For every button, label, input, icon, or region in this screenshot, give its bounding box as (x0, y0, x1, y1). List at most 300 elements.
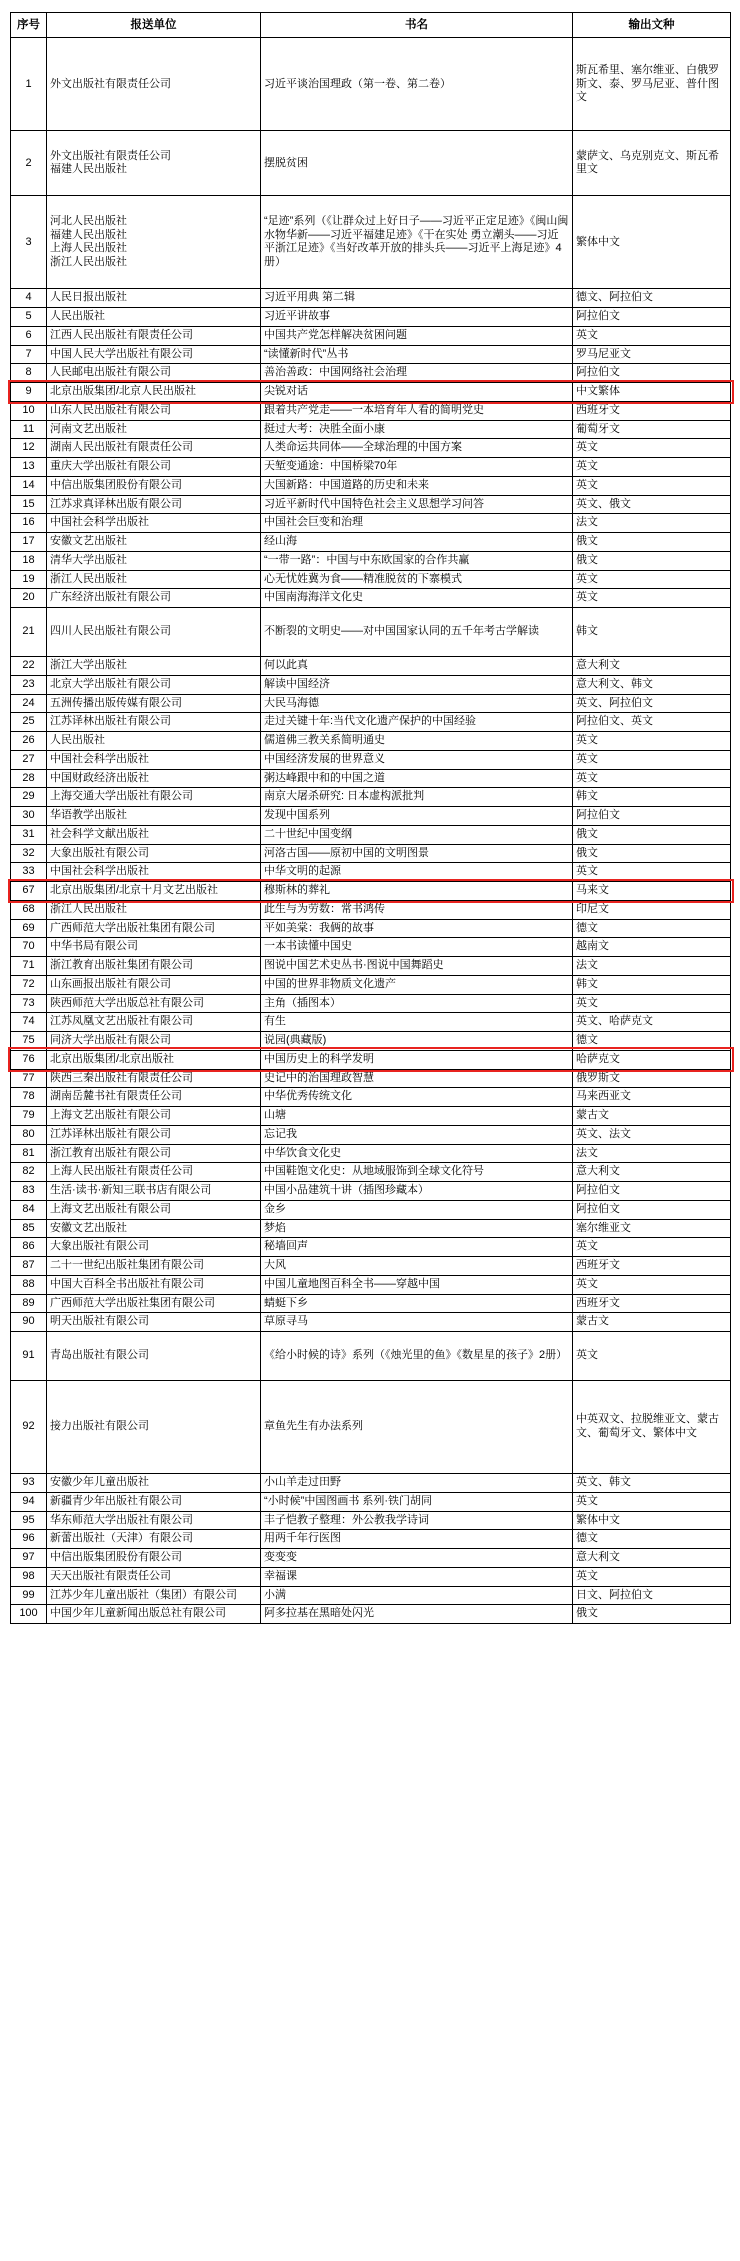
cell-title: 习近平新时代中国特色社会主义思想学习问答 (261, 495, 573, 514)
cell-title: 南京大屠杀研究: 日本虚构派批判 (261, 788, 573, 807)
cell-title: 经山海 (261, 533, 573, 552)
cell-index: 9 (11, 383, 47, 402)
cell-publisher: 中信出版集团股份有限公司 (47, 1549, 261, 1568)
cell-language: 韩文 (573, 788, 731, 807)
cell-index: 93 (11, 1474, 47, 1493)
cell-title: 中华文明的起源 (261, 863, 573, 882)
cell-publisher: 山东人民出版社有限公司 (47, 401, 261, 420)
cell-publisher: 浙江大学出版社 (47, 657, 261, 676)
cell-language: 葡萄牙文 (573, 420, 731, 439)
cell-title: 用两千年行医图 (261, 1530, 573, 1549)
cell-publisher: 大象出版社有限公司 (47, 844, 261, 863)
cell-language: 英文 (573, 1332, 731, 1381)
cell-language: 蒙古文 (573, 1107, 731, 1126)
cell-language: 意大利文 (573, 657, 731, 676)
cell-index: 19 (11, 570, 47, 589)
cell-language: 英文、法文 (573, 1125, 731, 1144)
cell-index: 17 (11, 533, 47, 552)
table-row (11, 608, 731, 657)
cell-language: 法文 (573, 1144, 731, 1163)
table-row (11, 1381, 731, 1474)
table-row (11, 1069, 731, 1088)
table-row (11, 1088, 731, 1107)
table-row (11, 1032, 731, 1051)
cell-title: 跟着共产党走——一本培育年人看的简明党史 (261, 401, 573, 420)
cell-index: 7 (11, 345, 47, 364)
cell-index: 27 (11, 750, 47, 769)
cell-language: 英文 (573, 732, 731, 751)
table-row (11, 788, 731, 807)
cell-publisher: 社会科学文献出版社 (47, 825, 261, 844)
column-header-publisher: 报送单位 (47, 13, 261, 38)
cell-title: 走过关键十年:当代文化遗产保护的中国经验 (261, 713, 573, 732)
cell-publisher: 二十一世纪出版社集团有限公司 (47, 1257, 261, 1276)
cell-publisher: 新蕾出版社（天津）有限公司 (47, 1530, 261, 1549)
cell-index: 84 (11, 1200, 47, 1219)
cell-index: 20 (11, 589, 47, 608)
cell-language: 英文 (573, 476, 731, 495)
cell-language: 意大利文 (573, 1163, 731, 1182)
cell-title: 变变变 (261, 1549, 573, 1568)
cell-title: 尖锐对话 (261, 383, 573, 402)
table-row (11, 807, 731, 826)
cell-language: 斯瓦希里、塞尔维亚、白俄罗斯文、泰、罗马尼亚、普什图文 (573, 38, 731, 131)
cell-title: 中国社会巨变和治理 (261, 514, 573, 533)
cell-index: 32 (11, 844, 47, 863)
cell-index: 33 (11, 863, 47, 882)
cell-index: 85 (11, 1219, 47, 1238)
cell-language: 印尼文 (573, 900, 731, 919)
cell-language: 英文 (573, 439, 731, 458)
cell-title: 幸福课 (261, 1567, 573, 1586)
table-row (11, 844, 731, 863)
cell-publisher: 中信出版集团股份有限公司 (47, 476, 261, 495)
cell-language: 繁体中文 (573, 1511, 731, 1530)
table-row (11, 900, 731, 919)
table-row (11, 1474, 731, 1493)
table-row (11, 364, 731, 383)
cell-language: 英文 (573, 750, 731, 769)
cell-index: 88 (11, 1275, 47, 1294)
cell-publisher: 广东经济出版社有限公司 (47, 589, 261, 608)
cell-index: 79 (11, 1107, 47, 1126)
table-row (11, 1313, 731, 1332)
cell-publisher: 五洲传播出版传媒有限公司 (47, 694, 261, 713)
cell-index: 73 (11, 994, 47, 1013)
cell-title: 秘墙回声 (261, 1238, 573, 1257)
table-row (11, 1332, 731, 1381)
table-row (11, 1200, 731, 1219)
table-body (11, 38, 731, 1624)
cell-publisher: 山东画报出版社有限公司 (47, 975, 261, 994)
cell-title: 图说中国艺术史丛书·图说中国舞蹈史 (261, 957, 573, 976)
cell-language: 哈萨克文 (573, 1050, 731, 1069)
table-row (11, 1492, 731, 1511)
cell-language: 德文 (573, 919, 731, 938)
cell-index: 6 (11, 326, 47, 345)
cell-index: 68 (11, 900, 47, 919)
cell-language: 俄文 (573, 533, 731, 552)
cell-language: 阿拉伯文 (573, 1182, 731, 1201)
cell-language: 蒙古文 (573, 1313, 731, 1332)
cell-title: 中国共产党怎样解决贫困问题 (261, 326, 573, 345)
cell-index: 28 (11, 769, 47, 788)
table-row (11, 1549, 731, 1568)
cell-publisher: 北京出版集团/北京人民出版社 (47, 383, 261, 402)
cell-index: 1 (11, 38, 47, 131)
cell-publisher: 安徽少年儿童出版社 (47, 1474, 261, 1493)
cell-index: 24 (11, 694, 47, 713)
table-row (11, 1125, 731, 1144)
cell-index: 26 (11, 732, 47, 751)
book-list-table (10, 12, 731, 1624)
table-row (11, 919, 731, 938)
cell-publisher: 中华书局有限公司 (47, 938, 261, 957)
cell-title: 善治善政：中国网络社会治理 (261, 364, 573, 383)
cell-publisher: 天天出版社有限责任公司 (47, 1567, 261, 1586)
cell-index: 80 (11, 1125, 47, 1144)
cell-publisher: 江西人民出版社有限责任公司 (47, 326, 261, 345)
table-header-row (11, 13, 731, 38)
cell-language: 日文、阿拉伯文 (573, 1586, 731, 1605)
cell-language: 英文 (573, 863, 731, 882)
cell-index: 100 (11, 1605, 47, 1624)
cell-language: 德文、阿拉伯文 (573, 289, 731, 308)
cell-index: 69 (11, 919, 47, 938)
cell-publisher: 江苏译林出版社有限公司 (47, 713, 261, 732)
cell-title: 《给小时候的诗》系列（《烛光里的鱼》《数星星的孩子》2册） (261, 1332, 573, 1381)
cell-publisher: 接力出版社有限公司 (47, 1381, 261, 1474)
cell-language: 英文 (573, 326, 731, 345)
table-row (11, 1257, 731, 1276)
cell-title: 中国儿童地图百科全书——穿越中国 (261, 1275, 573, 1294)
cell-index: 30 (11, 807, 47, 826)
cell-publisher: 青岛出版社有限公司 (47, 1332, 261, 1381)
cell-index: 82 (11, 1163, 47, 1182)
cell-index: 83 (11, 1182, 47, 1201)
table-row (11, 1107, 731, 1126)
table-row (11, 345, 731, 364)
table-row (11, 308, 731, 327)
table-row (11, 675, 731, 694)
cell-index: 94 (11, 1492, 47, 1511)
cell-publisher: 湖南人民出版社有限责任公司 (47, 439, 261, 458)
cell-title: 小满 (261, 1586, 573, 1605)
cell-publisher: 河南文艺出版社 (47, 420, 261, 439)
cell-publisher: 江苏凤凰文艺出版社有限公司 (47, 1013, 261, 1032)
cell-publisher: 重庆大学出版社有限公司 (47, 458, 261, 477)
cell-publisher: 广西师范大学出版社集团有限公司 (47, 919, 261, 938)
cell-publisher: 陕西三秦出版社有限责任公司 (47, 1069, 261, 1088)
cell-index: 67 (11, 882, 47, 901)
cell-publisher: 大象出版社有限公司 (47, 1238, 261, 1257)
cell-language: 德文 (573, 1032, 731, 1051)
cell-publisher: 上海文艺出版社有限公司 (47, 1107, 261, 1126)
cell-language: 越南文 (573, 938, 731, 957)
table-row (11, 570, 731, 589)
table-row (11, 1144, 731, 1163)
cell-publisher: 上海人民出版社有限责任公司 (47, 1163, 261, 1182)
cell-language: 俄文 (573, 1605, 731, 1624)
cell-title: 解读中国经济 (261, 675, 573, 694)
cell-index: 70 (11, 938, 47, 957)
cell-publisher: 外文出版社有限责任公司 福建人民出版社 (47, 131, 261, 196)
table-row (11, 514, 731, 533)
cell-publisher: 人民出版社 (47, 308, 261, 327)
cell-language: 韩文 (573, 975, 731, 994)
cell-publisher: 人民日报出版社 (47, 289, 261, 308)
cell-publisher: 清华大学出版社 (47, 551, 261, 570)
cell-language: 罗马尼亚文 (573, 345, 731, 364)
cell-index: 21 (11, 608, 47, 657)
table-row (11, 401, 731, 420)
table-row (11, 420, 731, 439)
cell-publisher: 中国社会科学出版社 (47, 750, 261, 769)
cell-publisher: 明天出版社有限公司 (47, 1313, 261, 1332)
cell-language: 马来文 (573, 882, 731, 901)
cell-title: 何以此真 (261, 657, 573, 676)
table-row (11, 439, 731, 458)
cell-title: 习近平用典 第二辑 (261, 289, 573, 308)
cell-index: 12 (11, 439, 47, 458)
cell-language: 英文、哈萨克文 (573, 1013, 731, 1032)
table-row (11, 1050, 731, 1069)
cell-index: 14 (11, 476, 47, 495)
cell-title: 天堑变通途：中国桥梁70年 (261, 458, 573, 477)
cell-index: 8 (11, 364, 47, 383)
cell-title: 梦焰 (261, 1219, 573, 1238)
table-row (11, 383, 731, 402)
cell-index: 72 (11, 975, 47, 994)
table-row (11, 476, 731, 495)
cell-language: 西班牙文 (573, 401, 731, 420)
cell-language: 阿拉伯文 (573, 807, 731, 826)
cell-index: 5 (11, 308, 47, 327)
cell-publisher: 北京出版集团/北京十月文艺出版社 (47, 882, 261, 901)
cell-language: 中英双文、拉脱维亚文、蒙古文、葡萄牙文、繁体中文 (573, 1381, 731, 1474)
cell-title: 不断裂的文明史——对中国国家认同的五千年考古学解读 (261, 608, 573, 657)
table-row (11, 975, 731, 994)
table-row (11, 938, 731, 957)
cell-index: 89 (11, 1294, 47, 1313)
cell-language: 中文繁体 (573, 383, 731, 402)
cell-language: 韩文 (573, 608, 731, 657)
cell-index: 91 (11, 1332, 47, 1381)
table-row (11, 657, 731, 676)
cell-language: 马来西亚文 (573, 1088, 731, 1107)
cell-title: 说园(典藏版) (261, 1032, 573, 1051)
table-row (11, 1511, 731, 1530)
cell-title: 蜻蜓下乡 (261, 1294, 573, 1313)
table-row (11, 1586, 731, 1605)
table-row (11, 1013, 731, 1032)
table-row (11, 825, 731, 844)
cell-language: 俄罗斯文 (573, 1069, 731, 1088)
cell-title: 主角（插图本） (261, 994, 573, 1013)
cell-language: 阿拉伯文、英文 (573, 713, 731, 732)
cell-title: 史记中的治国理政智慧 (261, 1069, 573, 1088)
cell-language: 英文 (573, 1275, 731, 1294)
table-row (11, 326, 731, 345)
table-row (11, 882, 731, 901)
cell-publisher: 上海交通大学出版社有限公司 (47, 788, 261, 807)
cell-index: 29 (11, 788, 47, 807)
cell-index: 78 (11, 1088, 47, 1107)
cell-title: 发现中国系列 (261, 807, 573, 826)
cell-index: 81 (11, 1144, 47, 1163)
cell-language: 阿拉伯文 (573, 308, 731, 327)
cell-language: 英文 (573, 1492, 731, 1511)
cell-publisher: 浙江人民出版社 (47, 900, 261, 919)
table-row (11, 289, 731, 308)
cell-index: 2 (11, 131, 47, 196)
cell-language: 英文 (573, 1238, 731, 1257)
cell-publisher: 中国人民大学出版社有限公司 (47, 345, 261, 364)
cell-title: 河洛古国——原初中国的文明图景 (261, 844, 573, 863)
cell-index: 77 (11, 1069, 47, 1088)
cell-title: 习近平谈治国理政（第一卷、第二卷） (261, 38, 573, 131)
cell-title: 章鱼先生有办法系列 (261, 1381, 573, 1474)
cell-publisher: 华东师范大学出版社有限公司 (47, 1511, 261, 1530)
cell-publisher: 人民邮电出版社有限公司 (47, 364, 261, 383)
cell-publisher: 中国少年儿童新闻出版总社有限公司 (47, 1605, 261, 1624)
cell-index: 18 (11, 551, 47, 570)
cell-index: 98 (11, 1567, 47, 1586)
cell-publisher: 外文出版社有限责任公司 (47, 38, 261, 131)
cell-publisher: 江苏求真译林出版有限公司 (47, 495, 261, 514)
cell-index: 86 (11, 1238, 47, 1257)
cell-title: 心无忧姓冀为食——精准脱贫的下寨模式 (261, 570, 573, 589)
cell-language: 英文、韩文 (573, 1474, 731, 1493)
cell-title: 阿多拉基在黑暗处闪光 (261, 1605, 573, 1624)
cell-index: 74 (11, 1013, 47, 1032)
cell-index: 15 (11, 495, 47, 514)
cell-publisher: 广西师范大学出版社集团有限公司 (47, 1294, 261, 1313)
table-row (11, 957, 731, 976)
cell-publisher: 河北人民出版社 福建人民出版社 上海人民出版社 浙江人民出版社 (47, 196, 261, 289)
cell-publisher: 中国社会科学出版社 (47, 514, 261, 533)
table-row (11, 1238, 731, 1257)
cell-index: 92 (11, 1381, 47, 1474)
cell-publisher: 四川人民出版社有限公司 (47, 608, 261, 657)
table-row (11, 495, 731, 514)
cell-index: 13 (11, 458, 47, 477)
cell-publisher: 江苏少年儿童出版社（集团）有限公司 (47, 1586, 261, 1605)
cell-language: 英文 (573, 1567, 731, 1586)
cell-publisher: 安徽文艺出版社 (47, 533, 261, 552)
cell-publisher: 同济大学出版社有限公司 (47, 1032, 261, 1051)
cell-publisher: 新疆青少年出版社有限公司 (47, 1492, 261, 1511)
cell-language: 英文、阿拉伯文 (573, 694, 731, 713)
cell-language: 塞尔维亚文 (573, 1219, 731, 1238)
cell-language: 俄文 (573, 551, 731, 570)
table-row (11, 551, 731, 570)
cell-publisher: 中国社会科学出版社 (47, 863, 261, 882)
table-header (11, 13, 731, 38)
cell-language: 阿拉伯文 (573, 1200, 731, 1219)
cell-publisher: 浙江教育出版社有限公司 (47, 1144, 261, 1163)
cell-title: 习近平讲故事 (261, 308, 573, 327)
cell-index: 97 (11, 1549, 47, 1568)
cell-language: 繁体中文 (573, 196, 731, 289)
table-row (11, 713, 731, 732)
column-header-index: 序号 (11, 13, 47, 38)
cell-language: 西班牙文 (573, 1257, 731, 1276)
cell-publisher: 湖南岳麓书社有限责任公司 (47, 1088, 261, 1107)
cell-title: “一带一路”：中国与中东欧国家的合作共赢 (261, 551, 573, 570)
cell-title: 山塘 (261, 1107, 573, 1126)
cell-index: 10 (11, 401, 47, 420)
cell-publisher: 华语教学出版社 (47, 807, 261, 826)
cell-title: 中国鞋饱文化史：从地域服饰到全球文化符号 (261, 1163, 573, 1182)
cell-language: 西班牙文 (573, 1294, 731, 1313)
table-row (11, 769, 731, 788)
cell-title: 粥达峰跟中和的中国之道 (261, 769, 573, 788)
cell-index: 99 (11, 1586, 47, 1605)
cell-publisher: 人民出版社 (47, 732, 261, 751)
table-row (11, 38, 731, 131)
table-row (11, 533, 731, 552)
cell-title: 中国历史上的科学发明 (261, 1050, 573, 1069)
cell-title: 中国南海海洋文化史 (261, 589, 573, 608)
cell-title: 有生 (261, 1013, 573, 1032)
cell-index: 23 (11, 675, 47, 694)
cell-index: 90 (11, 1313, 47, 1332)
cell-title: “足迹”系列（《让群众过上好日子——习近平正定足迹》《闽山闽水物华新——习近平福建足迹》《干在实处 勇立潮头——习近平浙江足迹》《当好改革开放的排头兵——习近平上海足迹》4册） (261, 196, 573, 289)
cell-publisher: 生活·读书·新知三联书店有限公司 (47, 1182, 261, 1201)
cell-publisher: 浙江人民出版社 (47, 570, 261, 589)
cell-title: 小山羊走过田野 (261, 1474, 573, 1493)
cell-language: 蒙萨文、乌克别克文、斯瓦希里文 (573, 131, 731, 196)
table-row (11, 994, 731, 1013)
table-row (11, 1530, 731, 1549)
cell-title: 大民马海德 (261, 694, 573, 713)
cell-index: 31 (11, 825, 47, 844)
cell-publisher: 安徽文艺出版社 (47, 1219, 261, 1238)
cell-index: 11 (11, 420, 47, 439)
cell-title: 金乡 (261, 1200, 573, 1219)
cell-language: 英文 (573, 570, 731, 589)
table-row (11, 1163, 731, 1182)
cell-publisher: 上海文艺出版社有限公司 (47, 1200, 261, 1219)
cell-title: 大国新路：中国道路的历史和未来 (261, 476, 573, 495)
cell-title: 一本书读懂中国史 (261, 938, 573, 957)
cell-language: 意大利文、韩文 (573, 675, 731, 694)
cell-title: 中华饮食文化史 (261, 1144, 573, 1163)
cell-publisher: 陕西师范大学出版总社有限公司 (47, 994, 261, 1013)
table-row (11, 732, 731, 751)
cell-index: 22 (11, 657, 47, 676)
cell-title: 儒道佛三教关系简明通史 (261, 732, 573, 751)
cell-publisher: 中国大百科全书出版社有限公司 (47, 1275, 261, 1294)
cell-title: 平如美棠：我俩的故事 (261, 919, 573, 938)
table-row (11, 196, 731, 289)
table-row (11, 1219, 731, 1238)
cell-index: 75 (11, 1032, 47, 1051)
cell-title: 中华优秀传统文化 (261, 1088, 573, 1107)
column-header-title: 书名 (261, 13, 573, 38)
cell-publisher: 北京出版集团/北京出版社 (47, 1050, 261, 1069)
cell-index: 71 (11, 957, 47, 976)
cell-title: 挺过大考：决胜全面小康 (261, 420, 573, 439)
cell-publisher: 江苏译林出版社有限公司 (47, 1125, 261, 1144)
table-row (11, 458, 731, 477)
cell-title: 中国的世界非物质文化遗产 (261, 975, 573, 994)
cell-title: 二十世纪中国变纲 (261, 825, 573, 844)
cell-title: 穆斯林的葬礼 (261, 882, 573, 901)
table-row (11, 1567, 731, 1586)
table-row (11, 750, 731, 769)
